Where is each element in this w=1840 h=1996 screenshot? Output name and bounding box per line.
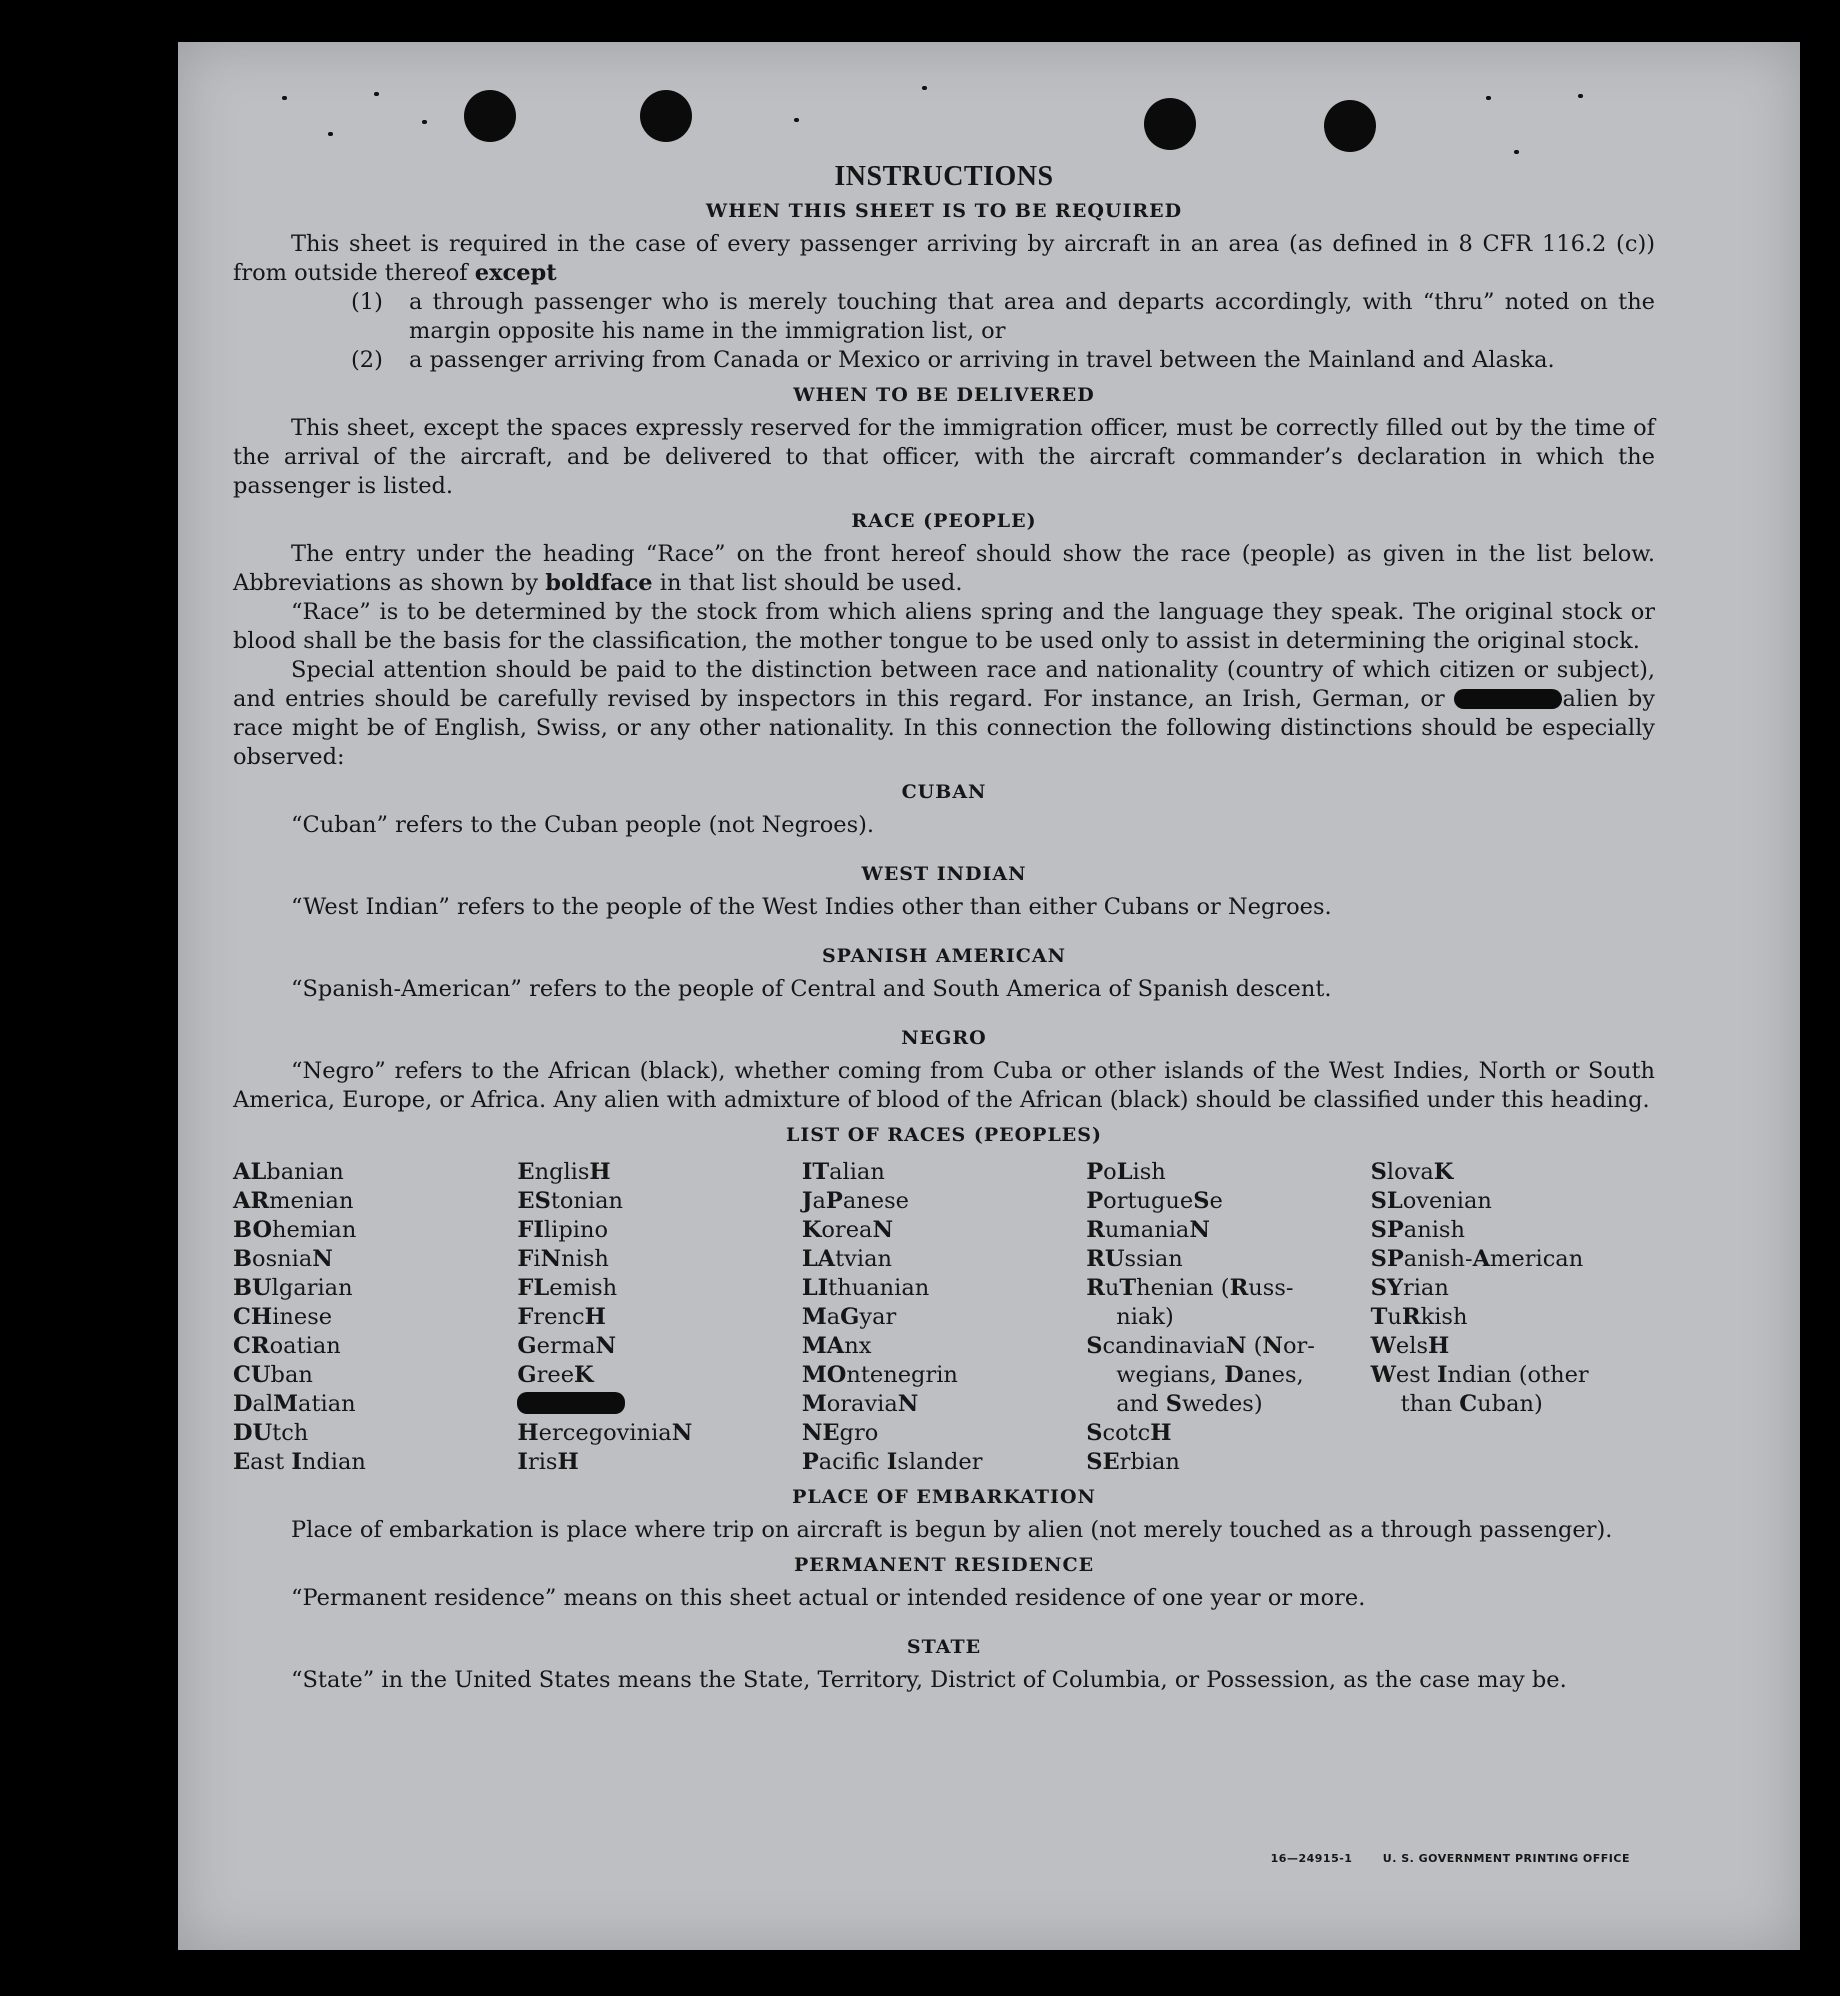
section-heading-negro: NEGRO — [901, 1027, 987, 1049]
form-footer — [1271, 1852, 1630, 1865]
speck — [1578, 94, 1583, 98]
punch-hole — [1324, 100, 1376, 152]
section-heading-state: STATE — [906, 1636, 982, 1658]
item-text: a passenger arriving from Canada or Mexico or arriving in travel between the Mainland and Alaska. — [409, 347, 1555, 373]
race-column — [233, 1158, 517, 1477]
item-number: (2) — [351, 347, 383, 373]
form-number: 16—24915-1 — [1270, 1852, 1353, 1865]
document-page — [178, 42, 1800, 1950]
race-entry: MoraviaN — [801, 1391, 919, 1417]
race-entry: KoreaN — [801, 1217, 894, 1243]
race-entry: NEgro — [801, 1420, 879, 1446]
page-title: INSTRUCTIONS — [834, 161, 1054, 192]
race-entry: East Indian — [233, 1449, 366, 1475]
redaction-mark — [517, 1390, 801, 1419]
speck — [1514, 150, 1519, 154]
item-number: (1) — [351, 289, 383, 315]
race-entry: SPanish — [1370, 1217, 1465, 1243]
race-entry: DalMatian — [233, 1391, 356, 1417]
race-entry: CRoatian — [233, 1333, 341, 1359]
punch-hole — [1144, 98, 1196, 150]
section-heading-required: WHEN THIS SHEET IS TO BE REQUIRED — [705, 200, 1183, 222]
speck — [794, 118, 799, 122]
race-entry: GreeK — [517, 1362, 594, 1388]
race-paragraph-2: “Race” is to be determined by the stock from which aliens spring and the language they speak. The original stock or blood shall be the basis for the classification, the mother tongue to be used only to assist in determining the original stock. — [233, 599, 1655, 654]
embarkation-text: Place of embarkation is place where trip on aircraft is begun by alien (not merely touched as a through passenger). — [291, 1517, 1613, 1543]
race-entry: JaPanese — [801, 1188, 909, 1214]
list-item — [351, 346, 1655, 375]
race-entry: IrisH — [517, 1449, 579, 1475]
delivered-text: This sheet, except the spaces expressly reserved for the immigration officer, must be correctly filled out by the time of the arrival of the aircraft, and be delivered to that officer, with the aircraft commander’s declaration in which the passenger is listed. — [233, 415, 1655, 499]
negro-text: “Negro” refers to the African (black), whether coming from Cuba or other islands of the West Indies, North or South America, Europe, or Africa. Any alien with admixture of blood of the African (black) should be classified under this heading. — [233, 1058, 1655, 1113]
race-entry: FLemish — [517, 1275, 618, 1301]
race-entry: SYrian — [1370, 1275, 1449, 1301]
race-entry: PortugueSe — [1086, 1188, 1223, 1214]
race-entry: RumaniaN — [1086, 1217, 1210, 1243]
race-entry: ARmenian — [233, 1188, 354, 1214]
race-entry: West Indian (other — [1370, 1362, 1589, 1388]
race-entry: PoLish — [1086, 1159, 1166, 1185]
punch-hole — [640, 90, 692, 142]
race-entry: ALbanian — [233, 1159, 344, 1185]
race-entry: SlovaK — [1370, 1159, 1454, 1185]
race-entry: CUban — [233, 1362, 313, 1388]
except-bold: except — [474, 260, 557, 286]
race-entry: SLovenian — [1370, 1188, 1492, 1214]
race-entry: ScandinaviaN (Nor- — [1086, 1333, 1315, 1359]
race-entry: RUssian — [1086, 1246, 1183, 1272]
speck — [922, 86, 927, 90]
section-heading-spanish-american: SPANISH AMERICAN — [821, 945, 1067, 967]
race-entry: FIlipino — [517, 1217, 608, 1243]
race-entry: DUtch — [233, 1420, 309, 1446]
residence-text: “Permanent residence” means on this sheet actual or intended residence of one year or more. — [291, 1585, 1366, 1611]
race-entry: MOntenegrin — [801, 1362, 958, 1388]
race-entry: RuThenian (Russ- — [1086, 1275, 1294, 1301]
race-entry: WelsH — [1370, 1333, 1450, 1359]
race-column — [517, 1158, 801, 1477]
section-heading-race: RACE (PEOPLE) — [851, 510, 1037, 532]
race-entry: wegians, Danes, — [1116, 1362, 1304, 1388]
race-entry: FrencH — [517, 1304, 606, 1330]
speck — [282, 96, 287, 100]
section-heading-delivered: WHEN TO BE DELIVERED — [793, 384, 1095, 406]
race-entry: and Swedes) — [1116, 1391, 1263, 1417]
list-item — [351, 288, 1655, 346]
race-entry: ScotcH — [1086, 1420, 1172, 1446]
speck — [374, 92, 379, 96]
section-heading-embarkation: PLACE OF EMBARKATION — [792, 1486, 1096, 1508]
west-indian-text: “West Indian” refers to the people of the West Indies other than either Cubans or Negroes. — [291, 894, 1332, 920]
cuban-text: “Cuban” refers to the Cuban people (not Negroes). — [291, 812, 875, 838]
speck — [1486, 96, 1491, 100]
race-column — [1086, 1158, 1370, 1477]
race-entry: FiNnish — [517, 1246, 609, 1272]
item-text: a through passenger who is merely touching that area and departs accordingly, with “thru” noted on the margin opposite his name in the immigration list, or — [409, 289, 1655, 344]
spanish-american-text: “Spanish-American” refers to the people of Central and South America of Spanish descent. — [291, 976, 1332, 1002]
race-paragraph-3: Special attention should be paid to the distinction between race and nationality (country of which citizen or subject), and entries should be carefully revised by inspectors in this regard. For instance, an Irish, German, or alien by race might be of English, Swiss, or any other nationality. In this connection the following distinctions should be especially observed: — [233, 657, 1655, 770]
printer-credit: U. S. GOVERNMENT PRINTING OFFICE — [1382, 1852, 1630, 1865]
redaction-mark — [1454, 689, 1562, 709]
boldface-word: boldface — [545, 570, 653, 596]
race-list — [233, 1158, 1655, 1477]
race-entry: than Cuban) — [1400, 1391, 1543, 1417]
race-entry: MAnx — [801, 1333, 872, 1359]
section-heading-list: LIST OF RACES (PEOPLES) — [786, 1124, 1102, 1146]
instructions-content — [233, 162, 1655, 1695]
race-entry: SErbian — [1086, 1449, 1180, 1475]
punch-hole — [464, 90, 516, 142]
race-entry: GermaN — [517, 1333, 617, 1359]
speck — [422, 120, 427, 124]
race-entry: BUlgarian — [233, 1275, 353, 1301]
race-entry: TuRkish — [1370, 1304, 1468, 1330]
race-entry: niak) — [1116, 1304, 1174, 1330]
race-entry: Pacifc Islander — [801, 1449, 983, 1475]
speck — [328, 132, 333, 136]
race-entry: HercegoviniaN — [517, 1420, 693, 1446]
race-entry: SPanish-American — [1370, 1246, 1584, 1272]
race-paragraph-1: The entry under the heading “Race” on the front hereof should show the race (people) as given in the list below. Abbreviations as shown by boldface in that list should be used. — [233, 541, 1655, 596]
race-entry: LIthuanian — [801, 1275, 930, 1301]
race-column — [1371, 1158, 1655, 1477]
race-entry: BOhemian — [233, 1217, 357, 1243]
race-entry: BosniaN — [233, 1246, 333, 1272]
race-entry: EStonian — [517, 1188, 624, 1214]
section-heading-cuban: CUBAN — [901, 781, 987, 803]
required-intro: This sheet is required in the case of every passenger arriving by aircraft in an area (as defined in 8 CFR 116.2 (c)) from outside thereof except — [233, 231, 1655, 286]
race-entry: CHinese — [233, 1304, 333, 1330]
section-heading-residence: PERMANENT RESIDENCE — [793, 1554, 1095, 1576]
state-text: “State” in the United States means the State, Territory, District of Columbia, or Possession, as the case may be. — [291, 1667, 1567, 1693]
section-heading-west-indian: WEST INDIAN — [861, 863, 1027, 885]
race-entry: MaGyar — [801, 1304, 897, 1330]
race-entry: EnglisH — [517, 1159, 611, 1185]
race-entry: LAtvian — [801, 1246, 892, 1272]
race-entry: ITalian — [801, 1159, 885, 1185]
race-column — [802, 1158, 1086, 1477]
